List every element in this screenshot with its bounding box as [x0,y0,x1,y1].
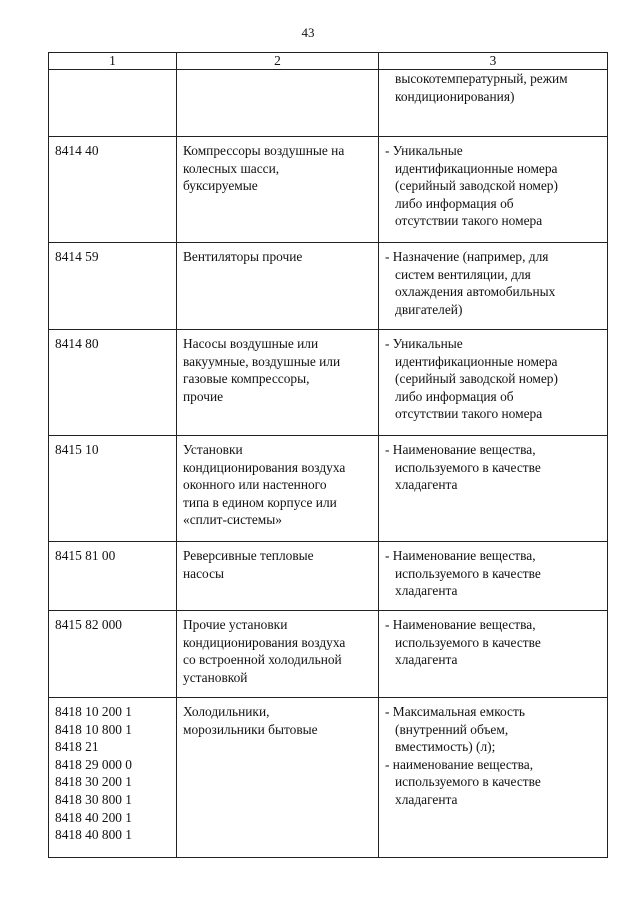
description-cell [177,611,379,698]
hs-code: 8415 81 00 [55,548,116,563]
hs-code: 8415 82 000 [55,617,122,632]
attribute-text: систем вентиляции, для [395,266,531,282]
hs-code: 8414 80 [55,336,99,351]
description-text: со встроенной холодильной [183,652,342,668]
attribute-text: используемого в качестве [395,565,541,581]
table-row [49,137,608,243]
description-cell [177,542,379,611]
attribute-text: двигателей) [395,301,463,317]
description-text: газовые компрессоры, [183,371,310,387]
attributes-cell [379,137,608,243]
code-cell [49,70,177,137]
attribute-text: хладагента [395,791,458,807]
attribute-text: хладагента [395,583,458,599]
attribute-text: хладагента [395,477,458,493]
description-text: оконного или настенного [183,477,327,493]
description-text: Установки [183,442,243,457]
attributes-cell [379,243,608,330]
description-cell [177,137,379,243]
attribute-text: либо информация об [395,388,514,404]
description-text: «сплит-системы» [183,512,282,528]
description-text: буксируемые [183,178,258,194]
description-text: Вентиляторы прочие [183,249,303,264]
attribute-text: используемого в качестве [395,459,541,475]
table-header-row [49,53,608,70]
description-text: Холодильники, [183,704,270,719]
description-cell [177,243,379,330]
attribute-text: используемого в качестве [395,774,541,790]
column-header-1: 1 [49,53,177,70]
attribute-text: охлаждения автомобильных [395,284,556,300]
code-cell [49,330,177,436]
description-text: прочие [183,388,224,404]
attribute-text: идентификационные номера [395,160,558,176]
table-row [49,330,608,436]
attributes-cell [379,542,608,611]
code-cell [49,243,177,330]
attribute-text: - Уникальные [385,143,463,158]
attribute-text: - Наименование вещества, [385,442,536,457]
description-text: вакуумные, воздушные или [183,353,341,369]
attribute-text: (серийный заводской номер) [395,178,558,194]
description-cell [177,70,379,137]
attribute-text: - Уникальные [385,336,463,351]
code-cell [49,698,177,858]
attribute-text: - наименование вещества, [385,756,534,772]
attribute-text: идентификационные номера [395,353,558,369]
description-text: установкой [183,669,248,685]
attributes-cell [379,698,608,858]
attribute-text: - Назначение (например, для [385,249,549,264]
description-text: Компрессоры воздушные на [183,143,345,158]
description-text: Прочие установки [183,617,288,632]
attribute-text: используемого в качестве [395,634,541,650]
attribute-text: либо информация об [395,195,514,211]
attribute-text: - Максимальная емкость [385,704,525,719]
code-cell [49,137,177,243]
attribute-text: (внутренний объем, [395,721,509,737]
hs-code: 8415 10 [55,442,99,457]
hs-code: 8418 29 000 0 [55,756,132,772]
goods-attributes-table [48,52,608,858]
hs-code: 8418 10 800 1 [55,721,132,737]
table-row [49,243,608,330]
attributes-cell [379,436,608,542]
attribute-text: отсутствии такого номера [395,406,543,422]
hs-code: 8418 40 800 1 [55,827,132,843]
attribute-text: высокотемпературный, режим [395,71,568,86]
code-cell [49,611,177,698]
code-cell [49,542,177,611]
description-text: кондиционирования воздуха [183,459,346,475]
attributes-cell [379,70,608,137]
hs-code: 8418 30 800 1 [55,791,132,807]
attribute-text: вместимость) (л); [395,739,496,755]
table-row [49,542,608,611]
hs-code: 8414 40 [55,143,99,158]
attribute-text: кондиционирования) [395,88,515,104]
attribute-text: - Наименование вещества, [385,548,536,563]
description-text: Насосы воздушные или [183,336,319,351]
hs-code: 8418 21 [55,739,99,755]
column-header-3: 3 [379,53,608,70]
table-row-continuation [49,70,608,137]
hs-code: 8418 30 200 1 [55,774,132,790]
hs-code: 8414 59 [55,249,99,264]
table-row [49,698,608,858]
description-text: колесных шасси, [183,160,280,176]
column-header-2: 2 [177,53,379,70]
description-text: морозильники бытовые [183,721,318,737]
description-cell [177,698,379,858]
attributes-cell [379,611,608,698]
hs-code: 8418 40 200 1 [55,809,132,825]
attribute-text: отсутствии такого номера [395,213,543,229]
attributes-cell [379,330,608,436]
hs-code: 8418 10 200 1 [55,704,132,719]
description-text: типа в едином корпусе или [183,494,337,510]
table-row [49,436,608,542]
description-cell [177,436,379,542]
description-cell [177,330,379,436]
description-text: кондиционирования воздуха [183,634,346,650]
attribute-text: хладагента [395,652,458,668]
code-cell [49,436,177,542]
table-row [49,611,608,698]
description-text: насосы [183,565,225,581]
attribute-text: (серийный заводской номер) [395,371,558,387]
page-number: 43 [301,25,315,40]
description-text: Реверсивные тепловые [183,548,314,563]
attribute-text: - Наименование вещества, [385,617,536,632]
